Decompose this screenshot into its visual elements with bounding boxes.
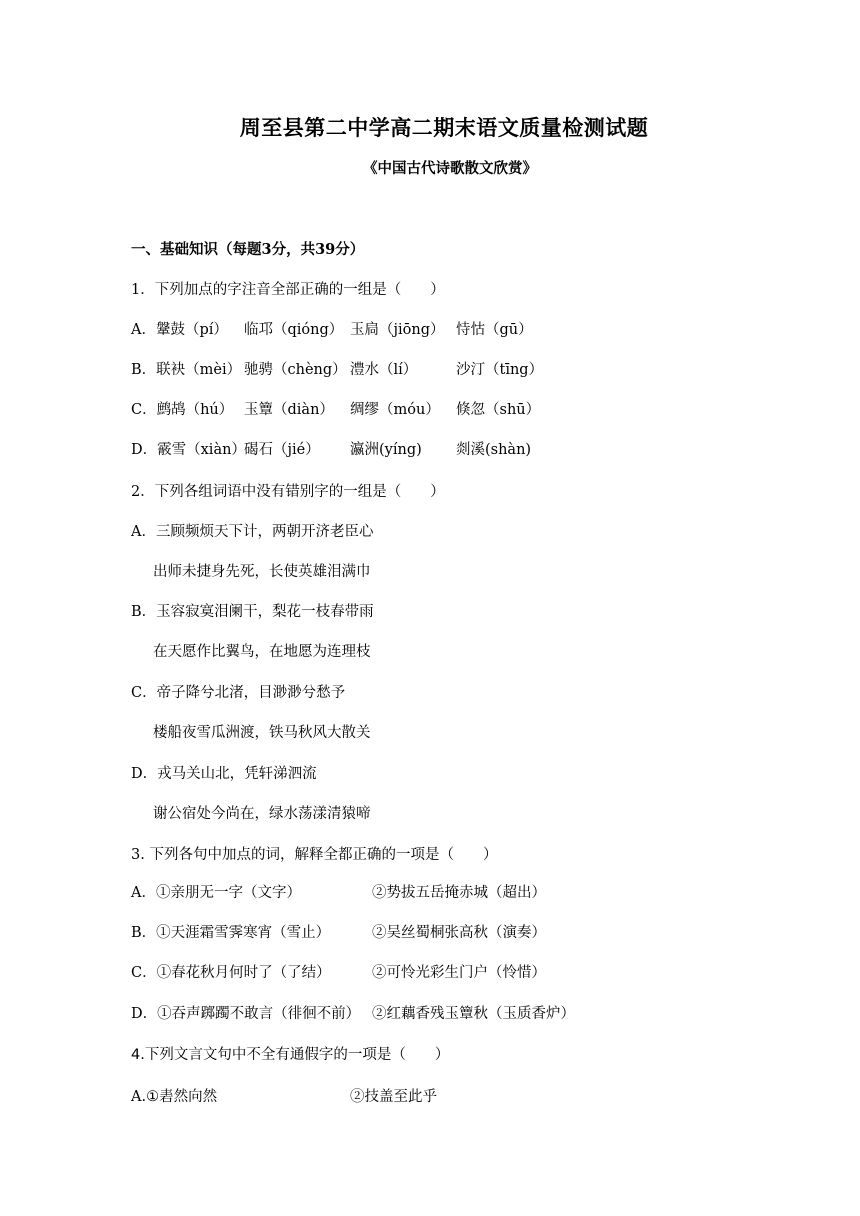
section-heading: 一、基础知识（每题3分，共39分）	[131, 241, 365, 258]
option-item: 驰骋（chèng）	[244, 362, 347, 378]
question-2-option-a-line2: 出师未捷身先死，长使英雄泪满巾	[153, 564, 371, 580]
option-item: 碣石（jié）	[244, 442, 320, 458]
option-item: 剡溪(shàn)	[456, 442, 532, 458]
option-item: ②势拔五岳掩赤城（超出）	[372, 885, 546, 901]
option-item: ②技盖至此乎	[350, 1089, 437, 1105]
option-item: 沙汀（tīng）	[456, 362, 544, 378]
option-item: A.①砉然向然	[131, 1089, 218, 1105]
option-item: 瀛洲(yíng)	[350, 442, 422, 458]
question-2-option-d-line2: 谢公宿处今尚在，绿水荡漾清猿啼	[153, 806, 371, 822]
option-item: B．①天涯霜雪霁寒宵（雪止）	[131, 925, 331, 941]
question-2-option-b: B．玉容寂寞泪阑干，梨花一枝春带雨	[131, 604, 374, 620]
option-item: 玉簟（diàn）	[244, 402, 334, 418]
question-2-option-d: D．戎马关山北，凭轩涕泗流	[131, 766, 317, 782]
question-2-option-b-line2: 在天愿作比翼鸟，在地愿为连理枝	[153, 644, 371, 660]
option-item: 绸缪（móu）	[350, 402, 440, 418]
option-item: C．鹧鸪（hú）	[131, 402, 234, 418]
option-item: 澧水（lí）	[350, 362, 418, 378]
option-item: 玉扃（jiōng）	[350, 322, 445, 338]
option-item: A．①亲朋无一字（文字）	[131, 885, 301, 901]
question-1-stem: 1．下列加点的字注音全部正确的一组是（ ）	[131, 282, 445, 298]
option-item: 倏忽（shū）	[456, 402, 541, 418]
option-item: B．联袂（mèi）	[131, 362, 242, 378]
option-item: D．霰雪（xiàn）	[131, 442, 246, 458]
question-2-option-c-line2: 楼船夜雪瓜洲渡，铁马秋风大散关	[153, 725, 371, 741]
option-item: A．鞶鼓（pí）	[131, 322, 228, 338]
option-item: D．①吞声踯躅不敢言（徘徊不前）	[131, 1006, 361, 1022]
page-title: 周至县第二中学高二期末语文质量检测试题	[239, 115, 649, 140]
option-item: 临邛（qióng）	[244, 322, 344, 338]
option-item: ②可怜光彩生门户（怜惜）	[372, 965, 546, 981]
option-item: ②吴丝蜀桐张高秋（演奏）	[372, 925, 546, 941]
question-3-stem: 3. 下列各句中加点的词，解释全都正确的一项是（ ）	[131, 847, 498, 863]
question-4-stem: 4.下列文言文句中不全有通假字的一项是（ ）	[131, 1047, 450, 1063]
question-2-option-a: A．三顾频烦天下计，两朝开济老臣心	[131, 524, 374, 540]
page-subtitle: 《中国古代诗歌散文欣赏》	[363, 160, 537, 177]
option-item: 恃怙（gū）	[456, 322, 533, 338]
option-item: C．①春花秋月何时了（了结）	[131, 965, 331, 981]
question-2-stem: 2．下列各组词语中没有错别字的一组是（ ）	[131, 484, 445, 500]
option-item: ②红藕香残玉簟秋（玉质香炉）	[372, 1006, 575, 1022]
question-2-option-c: C．帝子降兮北渚，目渺渺兮愁予	[131, 685, 346, 701]
